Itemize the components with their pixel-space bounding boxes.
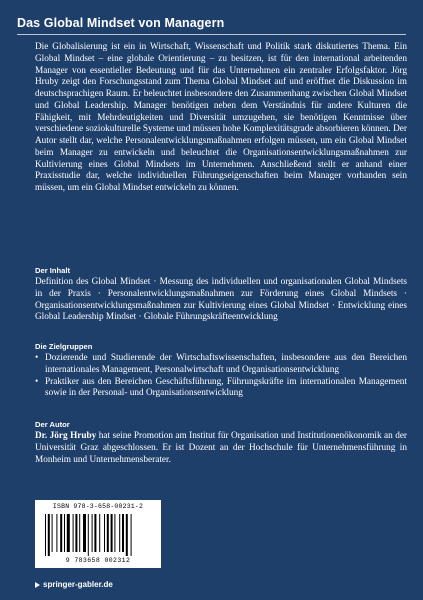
arrow-right-icon <box>35 582 40 588</box>
barcode-icon <box>43 514 153 556</box>
isbn-label: ISBN 978-3-658-00231-2 <box>52 503 144 510</box>
publisher-url: springer-gabler.de <box>43 580 113 589</box>
blurb <box>35 42 407 195</box>
zielgruppen-heading: Die Zielgruppen <box>35 342 93 351</box>
blurb-text: Die Globalisierung ist ein in Wirtschaft, Wissenschaft und Politik stark diskutiertes Thema. Ein Global Mindset – eine globale Orientierung – zu besitzen, ist für den international arbeitenden Manager von essentieller Bedeutung und für das Unternehmen ein zentraler Erfolgsfaktor. Jörg Hruby zeigt den Forschungsstand zum Thema Global Mindset auf und eröffnet die Diskussion im deutschsprachigen Raum. Er beleuchtet insbesondere den Zusammenhang zwischen Global Mindset und Global Leadership. Manager benötigen neben dem Verständnis für andere Kulturen die Fähigkeit, mit Mehrdeutigkeiten und Diversität umzugehen, sie benötigen Kenntnisse über verschiedene soziokulturelle Systeme und müssen hohe Komplexitätsgrade absorbieren können. Der Autor stellt dar, welche Personalentwicklungsmaßnahmen erfolgen müssen, um ein Global Mindset beim Manager zu entwickeln und beleuchtet die Organisationsentwicklungsmaßnahmen zur Kultivierung eines Global Mindsets im Unternehmen. Anschließend stellt er anhand einer Praxisstudie dar, welche individuellen Führungseigenschaften beim Manager vorhanden sein müssen, um ein Global Mindset entwickeln zu können. <box>35 42 407 193</box>
publisher-link[interactable] <box>35 580 113 589</box>
autor-text <box>35 431 407 466</box>
autor-heading: Der Autor <box>35 420 70 429</box>
author-bio: hat seine Promotion am Institut für Organisation und Institutionenökonomik an der Universität Graz abgeschlossen. Er ist Dozent an der Hochschule für Unternehmensführung in Monheim und Unternehmensberater. <box>35 431 408 465</box>
zielgruppen-item: • Praktiker aus den Bereichen Geschäftsführung, Führungskräfte im internationalen Management sowie in der Personal- und Organisationsentwicklung <box>35 377 407 401</box>
barcode-digits: 9 783658 002312 <box>65 557 131 564</box>
zielgruppen-item: • Dozierende und Studierende der Wirtschaftswissenschaften, insbesondere aus den Bereichen internationales Management, Personalwirtschaft und Organisationsentwicklung <box>35 353 407 377</box>
author-name: Dr. Jörg Hruby <box>35 431 97 441</box>
zielgruppen-list <box>35 353 407 400</box>
inhalt-text: Definition des Global Mindset · Messung des individuellen und organisationalen Global Mindsets in der Praxis · Personalentwicklungsmaßnahmen zur Förderung eines Global Mindsets · Organisationsentwicklungsmaßnahmen zur Kultivierung eines Global Mindset · Entwicklung eines Global Leadership Mindset · Globale Führungskräfteentwicklung <box>35 277 407 323</box>
title-divider <box>17 34 406 35</box>
inhalt-heading: Der Inhalt <box>35 266 71 275</box>
book-title: Das Global Mindset von Managern <box>17 16 225 30</box>
isbn-barcode <box>35 500 161 568</box>
